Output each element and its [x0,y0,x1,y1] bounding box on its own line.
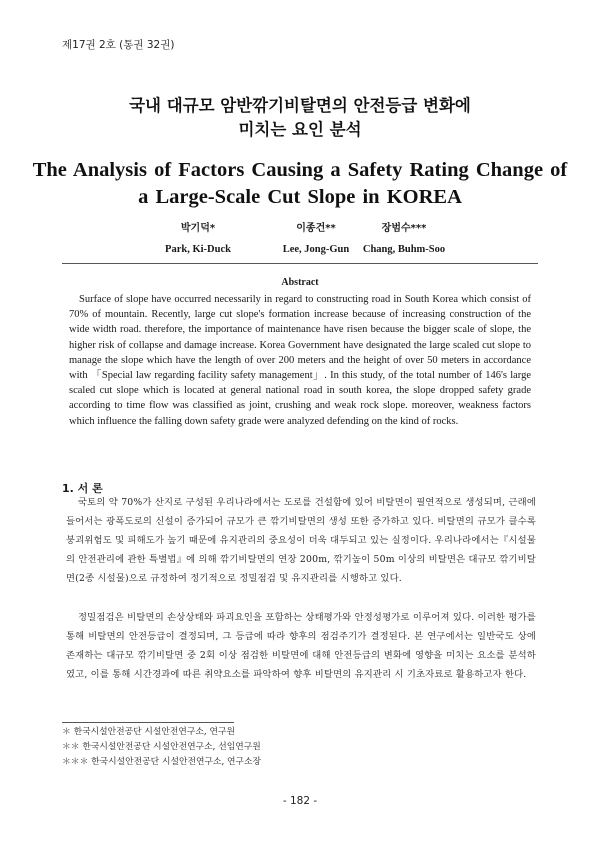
english-title-line-1: The Analysis of Factors Causing a Safety Rating Change of [32,159,568,181]
author-1 [138,222,258,257]
abstract-text: Surface of slope have occurred necessarily in regard to constructing road in South Korea which consist of 70% of mountain. Recently, large cut slope's formation increase because of increasing construction of the wide width road. therefore, the importance of maintenance have risen because the bigger scale of slope, the higher risk of collapse and damage increase. Korea Government have designated the large scaled cut slope to manage the slope which have the length of over 200 meters and the height of over 50 meters in accordance with 「Special law regarding facility safety management」. In this study, of the total number of 146's large scaled cut slope which is located at general national road in south korea, the slope dropped safety grade according to time flow was classified as joint, crushing and weak rock slope. moreover, weakness factors which influence the falling down safety grade were analyzed defending on the kind of rocks. [69,294,531,427]
title-divider [62,263,538,264]
author-3 [344,222,464,257]
author-2-korean-name: 이종건** [296,223,336,234]
footnote-2: ＊＊ 한국시설안전공단 시설안전연구소, 선임연구원 [62,742,261,752]
english-title-line-2: a Large-Scale Cut Slope in KOREA [138,186,462,208]
section-1-heading: 1. 서 론 [62,482,103,495]
author-2-english-name: Lee, Jong-Gun [282,244,350,255]
footnote-1: ＊ 한국시설안전공단 시설안전연구소, 연구원 [62,727,235,737]
section-1-paragraph-1: 국토의 약 70%가 산지로 구성된 우리나라에서는 도로를 건설함에 있어 비탈면이 필연적으로 생성되며, 근래에 들어서는 광폭도로의 신설이 증가되어 규모가 큰 깎기비탈면의 생성 또한 증가하고 있다. 비탈면의 규모가 클수록 붕괴위험도 및 피해도가 높기 때문에 유지관리의 중요성이 더욱 대두되고 있는 실정이다. 우리나라에서는『시설물의 안전관리에 관한 특별법』에 의해 깎기비탈면의 연장 200m, 깎기높이 50m 이상의 비탈면은 대규모 깎기비탈면(2종 시설물)으로 규정하여 정기적으로 정밀점검 및 유지관리를 시행하고 있다. [66,497,536,585]
journal-issue-header: 제17권 2호 (통권 32권) [62,39,175,51]
korean-title-line-2: 미치는 요인 분석 [238,120,362,139]
korean-title-line-1: 국내 대규모 암반깎기비탈면의 안전등급 변화에 [129,96,471,115]
abstract-heading: Abstract [281,277,319,288]
page-number: - 182 - [282,795,318,807]
author-3-korean-name: 장범수*** [381,223,427,234]
footnote-3: ＊＊＊ 한국시설안전공단 시설안전연구소, 연구소장 [62,757,262,767]
author-1-korean-name: 박기덕* [180,223,216,234]
section-1-paragraph-2: 정밀점검은 비탈면의 손상상태와 파괴요인을 포함하는 상태평가와 안정성평가로 이루어져 있다. 이러한 평가를 통해 비탈면의 안전등급이 결정되며, 그 등급에 따라 향후의 점검주기가 결정된다. 본 연구에서는 일반국도 상에 존재하는 대규모 깎기비탈면 중 2회 이상 점검한 비탈면에 대해 안전등급의 변화에 영향을 미치는 요소를 분석하였고, 이를 통해 시간경과에 따른 취약요소를 파악하여 향후 비탈면의 유지관리 시 기초자료로 활용하고자 한다. [66,612,536,681]
footnote-divider [62,722,234,723]
author-1-english-name: Park, Ki-Duck [165,244,231,255]
author-3-english-name: Chang, Buhm-Soo [362,244,446,255]
